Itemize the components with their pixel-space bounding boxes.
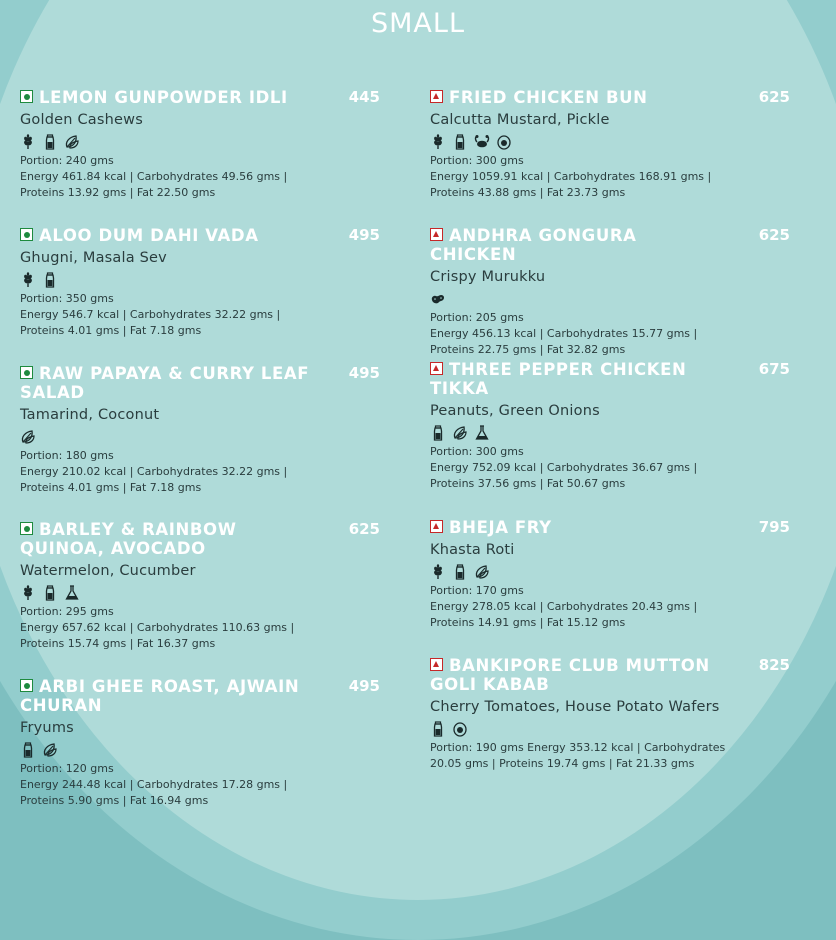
- dairy-icon: [42, 272, 58, 288]
- menu-item-description: Tamarind, Coconut: [20, 407, 160, 423]
- menu-item-price: 675: [758, 360, 790, 378]
- menu-item-nutrition: Energy 456.13 kcal | Carbohydrates 15.77 gms | Proteins 22.75 gms | Fat 32.82 gms: [430, 327, 698, 356]
- allergen-icons: [430, 290, 790, 307]
- peanut-icon: [430, 291, 446, 307]
- menu-item-portion: Portion: 180 gms: [20, 449, 114, 462]
- menu-item-nutrition: Energy 657.62 kcal | Carbohydrates 110.63 gms | Proteins 15.74 gms | Fat 16.37 gms: [20, 621, 295, 650]
- gluten-icon: [20, 272, 36, 288]
- menu-item-title-row: [20, 226, 380, 245]
- menu-item-barley-rainbow-quinoa-avocado: [20, 520, 380, 652]
- menu-item-description: Khasta Roti: [430, 542, 515, 558]
- nuts-icon: [20, 429, 36, 445]
- allergen-icons: [20, 428, 380, 445]
- menu-item-bheja-fry: [430, 518, 790, 631]
- menu-item-name: [20, 88, 310, 107]
- menu-item-name: [430, 226, 720, 264]
- veg-marker-icon: [20, 228, 33, 241]
- menu-item-nutrition: Energy 461.84 kcal | Carbohydrates 49.56 gms | Proteins 13.92 gms | Fat 22.50 gms: [20, 170, 288, 199]
- menu-item-price: 625: [758, 226, 790, 244]
- menu-item-title-row: [430, 226, 790, 264]
- veg-marker-icon: [20, 522, 33, 535]
- menu-item-description: Crispy Murukku: [430, 269, 546, 285]
- menu-item-title-row: [430, 88, 790, 107]
- dairy-icon: [20, 742, 36, 758]
- menu-item-description: Fryums: [20, 720, 74, 736]
- menu-item-bankipore-club-mutton-goli-kabab: [430, 656, 790, 772]
- menu-item-name: [430, 88, 720, 107]
- menu-item-nutrition: Energy 278.05 kcal | Carbohydrates 20.43 gms | Proteins 14.91 gms | Fat 15.12 gms: [430, 600, 698, 629]
- menu-item-portion: Portion: 205 gms: [430, 311, 524, 324]
- menu-item-name: [430, 360, 720, 398]
- menu-item-portion: Portion: 300 gms: [430, 154, 524, 167]
- allergen-icons: [20, 741, 380, 758]
- allergen-icons: [430, 133, 790, 150]
- menu-item-lemon-gunpowder-idli: [20, 88, 380, 201]
- nonveg-marker-icon: [430, 520, 443, 533]
- menu-item-price: 445: [348, 88, 380, 106]
- menu-item-nutrition: Energy 546.7 kcal | Carbohydrates 32.22 gms | Proteins 4.01 gms | Fat 7.18 gms: [20, 308, 281, 337]
- menu-item-portion: Portion: 240 gms: [20, 154, 114, 167]
- menu-item-description: Watermelon, Cucumber: [20, 563, 196, 579]
- menu-item-name-text: LEMON GUNPOWDER IDLI: [39, 88, 288, 107]
- nonveg-marker-icon: [430, 90, 443, 103]
- dairy-icon: [42, 585, 58, 601]
- menu-item-price: 795: [758, 518, 790, 536]
- section-heading: SMALL: [371, 8, 465, 39]
- gluten-icon: [20, 134, 36, 150]
- dairy-icon: [430, 721, 446, 737]
- menu-item-description: Golden Cashews: [20, 112, 143, 128]
- sulphite-icon: [474, 425, 490, 441]
- veg-marker-icon: [20, 90, 33, 103]
- menu-item-price: 625: [348, 520, 380, 538]
- menu-item-title-row: [20, 88, 380, 107]
- menu-item-fried-chicken-bun: [430, 88, 790, 201]
- nuts-icon: [474, 564, 490, 580]
- menu-item-name-text: ARBI GHEE ROAST, AJWAIN CHURAN: [20, 677, 300, 715]
- nuts-icon: [452, 425, 468, 441]
- menu-item-title-row: [20, 520, 380, 558]
- allergen-icons: [430, 424, 790, 441]
- menu-item-price: 495: [348, 364, 380, 382]
- menu-item-andhra-gongura-chicken: [430, 226, 790, 358]
- menu-item-nutrition: Energy 752.09 kcal | Carbohydrates 36.67 gms | Proteins 37.56 gms | Fat 50.67 gms: [430, 461, 698, 490]
- menu-item-portion: Portion: 300 gms: [430, 445, 524, 458]
- menu-item-name-text: RAW PAPAYA & CURRY LEAF SALAD: [20, 364, 310, 402]
- allergen-icons: [430, 563, 790, 580]
- menu-item-portion: Portion: 170 gms: [430, 584, 524, 597]
- menu-item-name-text: ANDHRA GONGURA CHICKEN: [430, 226, 637, 264]
- menu-item-raw-papaya-curry-leaf-salad: [20, 364, 380, 496]
- menu-item-nutrition: Portion: 190 gms Energy 353.12 kcal | Carbohydrates 20.05 gms | Proteins 19.74 gms | Fat 21.33 gms: [430, 741, 726, 770]
- dairy-icon: [42, 134, 58, 150]
- gluten-icon: [430, 564, 446, 580]
- menu-item-portion: Portion: 120 gms: [20, 762, 114, 775]
- menu-item-three-pepper-chicken-tikka: [430, 360, 790, 492]
- nonveg-marker-icon: [430, 362, 443, 375]
- menu-item-portion: Portion: 295 gms: [20, 605, 114, 618]
- crustacean-icon: [474, 134, 490, 150]
- egg-icon: [452, 721, 468, 737]
- menu-item-price: 495: [348, 226, 380, 244]
- menu-item-name: [20, 520, 310, 558]
- allergen-icons: [20, 584, 380, 601]
- menu-item-name-text: BARLEY & RAINBOW QUINOA, AVOCADO: [20, 520, 237, 558]
- menu-item-nutrition: Energy 244.48 kcal | Carbohydrates 17.28 gms | Proteins 5.90 gms | Fat 16.94 gms: [20, 778, 288, 807]
- veg-marker-icon: [20, 366, 33, 379]
- menu-item-name: [20, 364, 310, 402]
- menu-item-price: 825: [758, 656, 790, 674]
- menu-item-title-row: [430, 360, 790, 398]
- menu-item-name-text: FRIED CHICKEN BUN: [449, 88, 648, 107]
- menu-item-price: 625: [758, 88, 790, 106]
- menu-item-name: [20, 226, 310, 245]
- menu-item-title-row: [20, 364, 380, 402]
- menu-item-portion: Portion: 350 gms: [20, 292, 114, 305]
- nuts-icon: [42, 742, 58, 758]
- veg-marker-icon: [20, 679, 33, 692]
- menu-item-description: Peanuts, Green Onions: [430, 403, 600, 419]
- menu-item-description: Ghugni, Masala Sev: [20, 250, 167, 266]
- allergen-icons: [20, 133, 380, 150]
- nonveg-marker-icon: [430, 658, 443, 671]
- menu-item-name-text: ALOO DUM DAHI VADA: [39, 226, 259, 245]
- menu-item-title-row: [430, 656, 790, 694]
- gluten-icon: [430, 134, 446, 150]
- dairy-icon: [452, 134, 468, 150]
- gluten-icon: [20, 585, 36, 601]
- menu-item-description: Cherry Tomatoes, House Potato Wafers: [430, 699, 720, 715]
- menu-item-description: Calcutta Mustard, Pickle: [430, 112, 610, 128]
- sulphite-icon: [64, 585, 80, 601]
- menu-item-arbi-ghee-roast-ajwain-churan: [20, 677, 380, 809]
- nonveg-marker-icon: [430, 228, 443, 241]
- menu-item-name-text: BHEJA FRY: [449, 518, 552, 537]
- menu-item-aloo-dum-dahi-vada: [20, 226, 380, 339]
- menu-item-name: [20, 677, 310, 715]
- dairy-icon: [452, 564, 468, 580]
- menu-item-name-text: BANKIPORE CLUB MUTTON GOLI KABAB: [430, 656, 710, 694]
- menu-item-title-row: [20, 677, 380, 715]
- menu-item-nutrition: Energy 1059.91 kcal | Carbohydrates 168.91 gms | Proteins 43.88 gms | Fat 23.73 gms: [430, 170, 712, 199]
- nuts-icon: [64, 134, 80, 150]
- allergen-icons: [430, 720, 790, 737]
- menu-item-name: [430, 656, 720, 694]
- menu-item-name: [430, 518, 720, 537]
- menu-item-nutrition: Energy 210.02 kcal | Carbohydrates 32.22 gms | Proteins 4.01 gms | Fat 7.18 gms: [20, 465, 288, 494]
- menu-item-name-text: THREE PEPPER CHICKEN TIKKA: [430, 360, 687, 398]
- menu-item-title-row: [430, 518, 790, 537]
- allergen-icons: [20, 271, 380, 288]
- dairy-icon: [430, 425, 446, 441]
- egg-icon: [496, 134, 512, 150]
- menu-item-price: 495: [348, 677, 380, 695]
